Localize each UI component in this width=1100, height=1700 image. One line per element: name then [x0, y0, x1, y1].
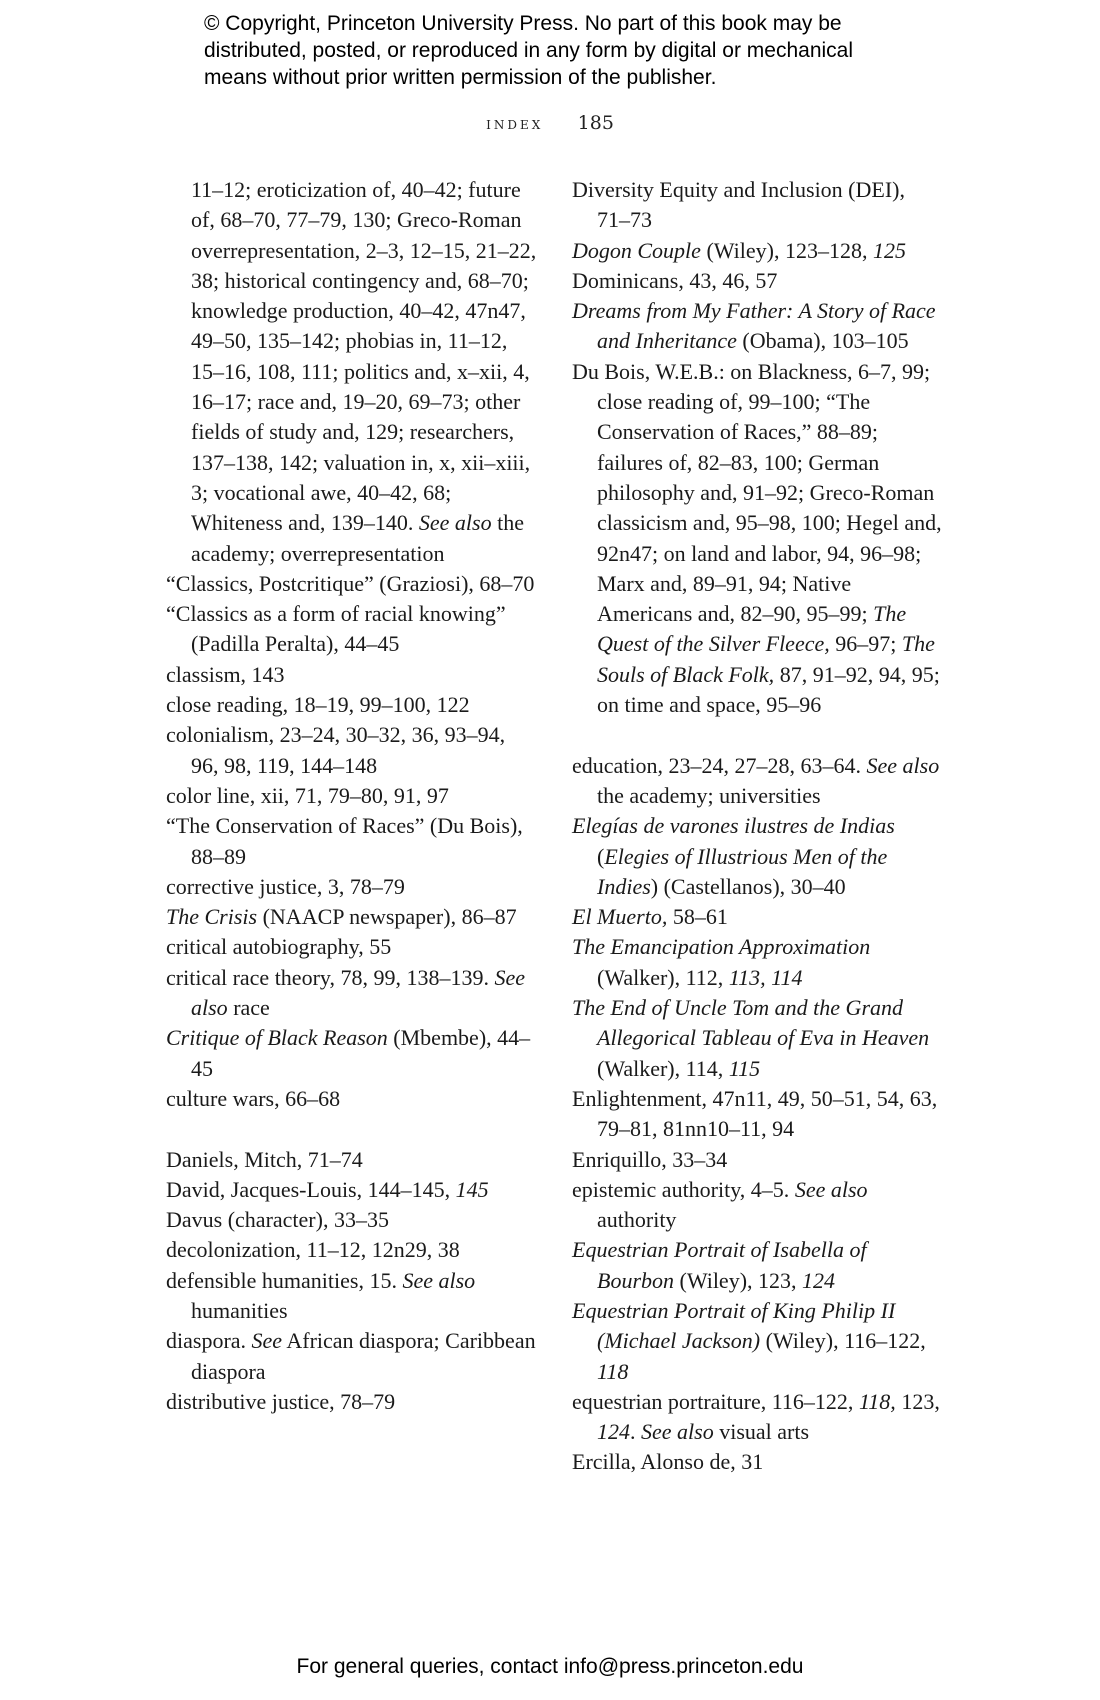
index-entry-italic-text: 118,	[858, 1388, 896, 1414]
index-entry-italic-text: Critique of Black Reason	[166, 1025, 388, 1051]
page-number: 185	[577, 112, 614, 134]
index-entry	[166, 932, 538, 962]
index-entry-italic-text: 125	[872, 237, 906, 263]
index-entry-text: “Classics, Postcritique” (Graziosi), 68–70	[166, 570, 535, 596]
index-entry-italic-text: 124	[597, 1419, 630, 1445]
index-entry	[572, 751, 942, 812]
index-entry	[166, 872, 538, 902]
index-entry-italic-text: 113, 114	[728, 964, 803, 990]
index-entry-italic-text: The End of Uncle Tom and the Grand Allegorical Tableau of Eva in Heaven	[572, 995, 930, 1051]
index-entry	[572, 993, 942, 1084]
index-entry-text: (Wiley), 123–128,	[700, 237, 873, 263]
letter-section-gap	[572, 720, 942, 750]
index-entry-italic-text: El Muerto,	[572, 904, 668, 930]
index-column-right	[572, 175, 942, 1478]
index-entry	[166, 1023, 538, 1084]
index-entry-text: (Mbembe), 44–45	[191, 1025, 531, 1081]
index-entry-text: 123,	[895, 1388, 940, 1414]
index-entry	[166, 1326, 538, 1387]
index-entry	[166, 1387, 538, 1417]
index-entry	[572, 357, 942, 721]
index-entry-italic-text: See also	[641, 1419, 714, 1445]
index-entry-italic-text: The Quest of the Silver Fleece,	[597, 601, 907, 657]
index-entry-italic-text: The Emancipation Approximation	[572, 934, 871, 960]
index-entry	[572, 266, 942, 296]
index-entry	[572, 1296, 942, 1387]
index-entry	[572, 1387, 942, 1448]
copyright-line: distributed, posted, or reproduced in any form by digital or mechanical	[204, 39, 854, 62]
index-entry-text: visual arts	[713, 1419, 810, 1445]
index-entry-text: ) (Castellanos), 30–40	[650, 873, 846, 899]
index-entry-text: 11–12; eroticization of, 40–42; future of, 68–70, 77–79, 130; Greco-Roman overrepresentation, 2–3, 12–15, 21–22, 38; historical contingency and, 68–70; knowledge production, 40–42, 47n47, 49–50, 135–142; phobias in, 11–12, 15–16, 108, 111; politics and, x–xii, 4, 16–17; race and, 19–20, 69–73; other fields of study and, 129; researchers, 137–138, 142; valuation in, x, xii–xiii, 3; vocational awe, 40–42, 68; Whiteness and, 139–140.	[191, 177, 537, 536]
index-entry-text: (Wiley), 123,	[674, 1267, 803, 1293]
index-entry-text: epistemic authority, 4–5.	[572, 1176, 795, 1202]
index-entry-text: (	[597, 843, 605, 869]
index-entry-text: Enlightenment, 47n11, 49, 50–51, 54, 63, 79–81, 81nn10–11, 94	[572, 1085, 938, 1142]
index-entry	[572, 236, 942, 266]
index-entry-text: .	[630, 1419, 641, 1445]
index-entry-italic-text: See also	[402, 1267, 476, 1293]
index-entry-text: corrective justice, 3, 78–79	[166, 873, 405, 899]
index-entry-italic-text: Elegías de varones ilustres de Indias	[572, 813, 895, 839]
index-entry-text: equestrian portraiture, 116–122,	[572, 1388, 859, 1414]
index-entry-text: colonialism, 23–24, 30–32, 36, 93–94, 96, 98, 119, 144–148	[166, 722, 506, 778]
index-entry-text: humanities	[191, 1297, 288, 1323]
index-entry-text: Dominicans, 43, 46, 57	[572, 267, 778, 293]
index-entry	[166, 720, 538, 781]
index-entry	[572, 811, 942, 902]
index-entry-italic-text: See also	[866, 752, 940, 778]
index-entry-italic-text: 124	[802, 1267, 836, 1293]
copyright-line: means without prior written permission of the publisher.	[204, 66, 717, 89]
index-entry-text: (Obama), 103–105	[736, 328, 909, 354]
index-entry-text: 87, 91–92, 94, 95; on time and space, 95–96	[597, 661, 940, 718]
index-entry-text: 96–97;	[829, 631, 902, 657]
index-entry-text: culture wars, 66–68	[166, 1085, 341, 1111]
index-entry-text: Enriquillo, 33–34	[572, 1146, 728, 1172]
index-entry	[166, 1084, 538, 1114]
index-entry	[166, 963, 538, 1024]
index-entry	[166, 660, 538, 690]
index-entry-text: African diaspora; Caribbean diaspora	[191, 1328, 536, 1384]
index-entry-text: decolonization, 11–12, 12n29, 38	[166, 1237, 460, 1263]
index-entry	[166, 781, 538, 811]
index-entry	[166, 811, 538, 872]
index-entry-text: color line, xii, 71, 79–80, 91, 97	[166, 782, 449, 808]
index-entry-italic-text: The Souls of Black Folk,	[597, 631, 935, 687]
index-entry-text: critical autobiography, 55	[166, 934, 392, 960]
index-entry-text: David, Jacques-Louis, 144–145,	[166, 1176, 456, 1202]
index-entry	[572, 932, 942, 993]
index-entry-text: (Walker), 114,	[597, 1055, 729, 1081]
index-entry-text: classism, 143	[166, 661, 285, 687]
index-entry-italic-text: See also	[418, 510, 492, 536]
index-entry-italic-text: Equestrian Portrait of King Philip II (Michael Jackson)	[572, 1297, 896, 1354]
index-entry	[572, 175, 942, 236]
index-entry-text: authority	[597, 1207, 677, 1233]
copyright-notice	[204, 10, 924, 91]
index-column-left	[166, 175, 538, 1417]
index-entry-italic-text: The Crisis	[166, 904, 258, 930]
index-entry-italic-text: 145	[455, 1176, 489, 1202]
index-entry-italic-text: Dreams from My Father: A Story of Race and Inheritance	[572, 298, 936, 354]
index-entry-text: Ercilla, Alonso de, 31	[572, 1449, 764, 1475]
index-entry	[166, 1235, 538, 1265]
copyright-line: © Copyright, Princeton University Press. No part of this book may be	[204, 12, 842, 35]
index-entry	[166, 599, 538, 660]
running-head	[0, 112, 1100, 134]
index-entry	[166, 1205, 538, 1235]
footer-contact: For general queries, contact info@press.princeton.edu	[296, 1655, 804, 1678]
index-entry	[166, 1145, 538, 1175]
index-entry	[166, 1266, 538, 1327]
index-entry-text: critical race theory, 78, 99, 138–139.	[166, 964, 495, 990]
index-entry-text: “The Conservation of Races” (Du Bois), 88–89	[166, 813, 523, 869]
index-entry	[572, 902, 942, 932]
index-entry-italic-text: See also	[191, 964, 525, 1021]
index-entry-text: close reading, 18–19, 99–100, 122	[166, 692, 470, 718]
index-entry-text: defensible humanities, 15.	[166, 1267, 403, 1293]
index-entry	[572, 1145, 942, 1175]
index-entry-text: (Wiley), 116–122,	[760, 1328, 926, 1354]
index-entry-text: distributive justice, 78–79	[166, 1388, 396, 1414]
index-entry	[166, 902, 538, 932]
index-entry	[572, 296, 942, 357]
index-entry	[572, 1175, 942, 1236]
index-entry	[166, 1175, 538, 1205]
index-entry-continued	[166, 175, 538, 569]
index-entry-text: (NAACP newspaper), 86–87	[257, 904, 517, 930]
index-entry-italic-text: See	[251, 1328, 283, 1354]
index-entry-text: Davus (character), 33–35	[166, 1207, 389, 1233]
running-head-label: index	[486, 114, 544, 134]
index-entry-italic-text: 115	[728, 1055, 761, 1081]
index-entry	[572, 1447, 942, 1477]
index-entry-text: race	[227, 995, 270, 1021]
letter-section-gap	[166, 1114, 538, 1144]
index-entry	[166, 690, 538, 720]
index-entry-text: education, 23–24, 27–28, 63–64.	[572, 752, 867, 778]
index-entry-text: the academy; overrepresentation	[191, 510, 524, 566]
index-entry	[166, 569, 538, 599]
index-entry-italic-text: 118	[597, 1358, 629, 1384]
index-entry-italic-text: Elegies of Illustrious Men of the Indies	[597, 843, 888, 899]
index-entry-text: Du Bois, W.E.B.: on Blackness, 6–7, 99; close reading of, 99–100; “The Conservation of Races,” 88–89; failures of, 82–83, 100; German philosophy and, 91–92; Greco-Roman classicism and, 95–98, 100; Hegel and, 92n47; on land and labor, 94, 96–98; Marx and, 89–91, 94; Native Americans and, 82–90, 95–99;	[572, 358, 942, 627]
index-entry-text: Diversity Equity and Inclusion (DEI), 71–73	[572, 177, 905, 233]
index-entry	[572, 1084, 942, 1145]
index-entry-text: the academy; universities	[597, 782, 821, 808]
index-entry-italic-text: Equestrian Portrait of Isabella of Bourbon	[572, 1237, 867, 1293]
index-entry-text: 58–61	[667, 904, 728, 930]
index-entry-text: Daniels, Mitch, 71–74	[166, 1146, 363, 1172]
index-entry-italic-text: Dogon Couple	[572, 237, 701, 263]
index-entry-text: diaspora.	[166, 1328, 252, 1354]
index-entry-italic-text: See also	[794, 1176, 868, 1202]
index-entry	[572, 1235, 942, 1296]
index-entry-text: (Walker), 112,	[597, 964, 729, 990]
index-entry-text: “Classics as a form of racial knowing” (Padilla Peralta), 44–45	[166, 601, 506, 657]
